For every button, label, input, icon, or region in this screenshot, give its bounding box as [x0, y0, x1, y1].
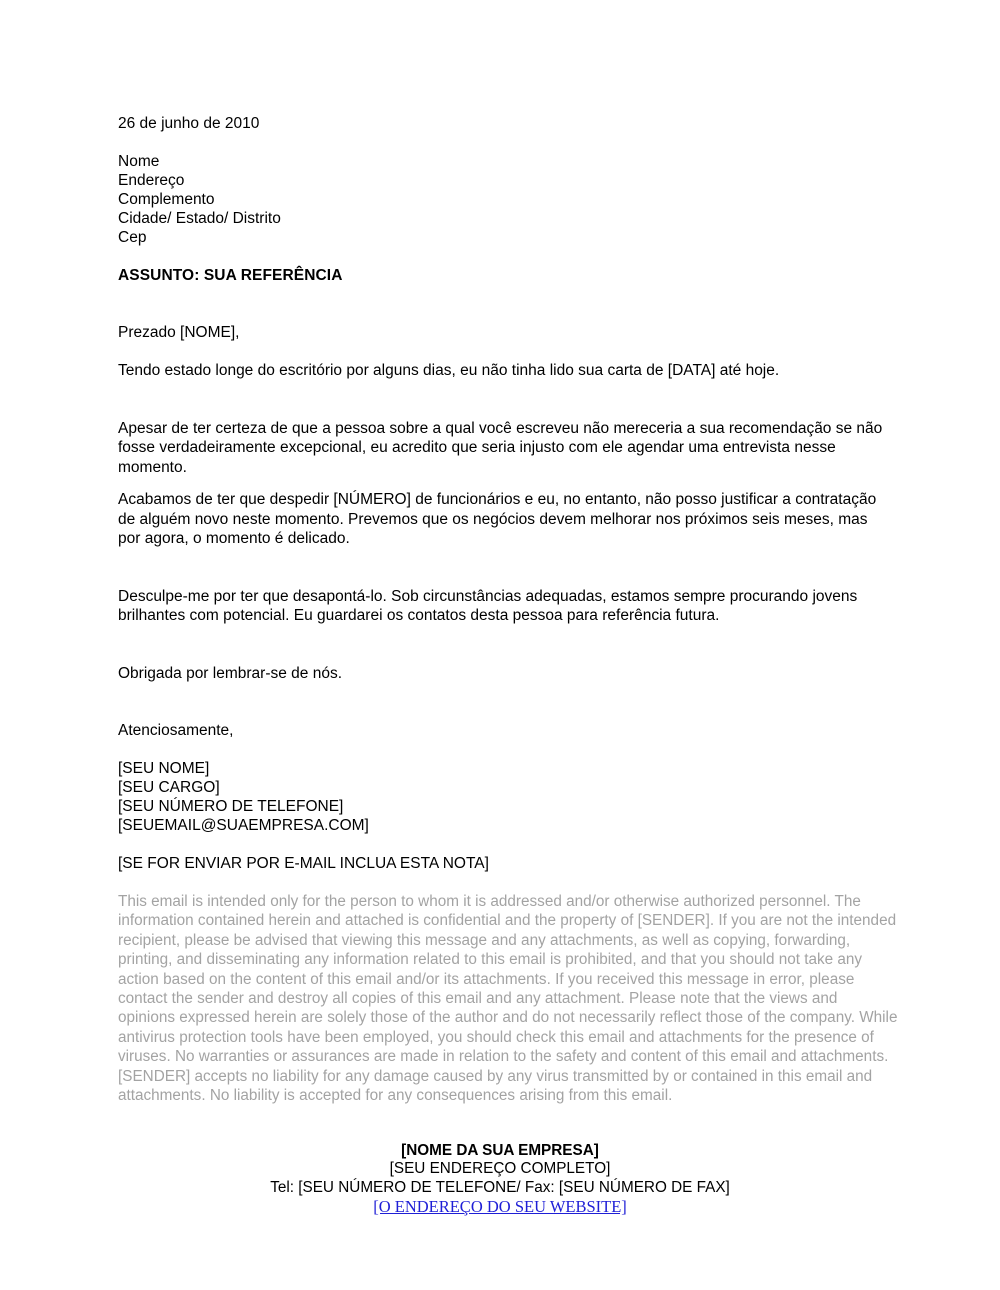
salutation: Prezado [NOME], [118, 324, 240, 341]
spacer [118, 381, 893, 419]
recipient-address-block [118, 152, 893, 247]
spacer [118, 133, 893, 152]
recipient-address: Endereço [118, 172, 185, 189]
spacer [118, 835, 893, 854]
spacer [118, 683, 893, 721]
letter-body [118, 114, 898, 1105]
spacer [118, 342, 893, 361]
page-footer [0, 1142, 1000, 1217]
body-paragraph-3: Acabamos de ter que despedir [NÚMERO] de funcionários e eu, no entanto, não posso justificar a contratação de alguém novo neste momento. Prevemos que os negócios devem melhorar nos próximos seis meses, mas por agora, o momento é delicado. [118, 491, 877, 547]
footer-address: [SEU ENDEREÇO COMPLETO] [389, 1160, 611, 1178]
spacer [118, 477, 893, 490]
recipient-postal-code: Cep [118, 229, 147, 246]
body-paragraph-2: Apesar de ter certeza de que a pessoa sobre a qual você escreveu não mereceria a sua recomendação se não fosse verdadeiramente excepcional, eu acredito que seria injusto com ele agendar uma entrevista nesse momento. [118, 419, 883, 476]
letter-date: 26 de junho de 2010 [118, 115, 260, 132]
closing-line: Atenciosamente, [118, 722, 234, 739]
body-paragraph-4: Desculpe-me por ter que desapontá-lo. Sob circunstâncias adequadas, estamos sempre procurando jovens brilhantes com potencial. Eu guardarei os contatos desta pessoa para referência futura. [118, 587, 858, 624]
signature-name: [SEU NOME] [118, 760, 210, 777]
recipient-city-state-district: Cidade/ Estado/ Distrito [118, 210, 281, 227]
spacer [118, 285, 893, 323]
body-paragraph-5: Obrigada por lembrar-se de nós. [118, 664, 343, 682]
signature-email: [SEUEMAIL@SUAEMPRESA.COM] [118, 817, 369, 834]
footer-website-link[interactable]: [O ENDEREÇO DO SEU WEBSITE] [373, 1197, 627, 1217]
footer-contact: Tel: [SEU NÚMERO DE TELEFONE/ Fax: [SEU NÚMERO DE FAX] [270, 1178, 730, 1196]
spacer [118, 873, 893, 892]
spacer [118, 247, 893, 266]
email-note: [SE FOR ENVIAR POR E-MAIL INCLUA ESTA NOTA] [118, 855, 489, 872]
spacer [118, 740, 893, 759]
recipient-address-complement: Complemento [118, 191, 215, 208]
legal-disclaimer: This email is intended only for the person to whom it is addressed and/or otherwise authorized personnel. The information contained herein and attached is confidential and the property of [SENDER]. If you are not the intended recipient, please be advised that viewing this message and any attachments, as well as copying, forwarding, printing, and disseminating any information related to this email is prohibited, and that you should not take any action based on the content of this email and/or its attachments. If you received this message in error, please contact the sender and destroy all copies of this email and any attachment. Please note that the views and opinions expressed herein are solely those of the author and do not necessarily reflect those of the company. While antivirus protection tools have been employed, you should check this email and attachments for the presence of viruses. No warranties or assurances are made in relation to the safety and content of this email and attachments. [SENDER] accepts no liability for any damage caused by any virus transmitted by or contained in this email and attachments. No liability is accepted for any consequences arising from this email. [118, 893, 898, 1105]
recipient-name: Nome [118, 153, 160, 170]
body-paragraph-1: Tendo estado longe do escritório por alguns dias, eu não tinha lido sua carta de [DATA] até hoje. [118, 362, 780, 379]
spacer [118, 626, 893, 664]
signature-title: [SEU CARGO] [118, 779, 220, 796]
footer-company-name: [NOME DA SUA EMPRESA] [401, 1142, 599, 1159]
signature-block [118, 759, 893, 835]
spacer [118, 549, 893, 587]
subject-line: ASSUNTO: SUA REFERÊNCIA [118, 267, 343, 284]
signature-phone: [SEU NÚMERO DE TELEFONE] [118, 798, 344, 815]
